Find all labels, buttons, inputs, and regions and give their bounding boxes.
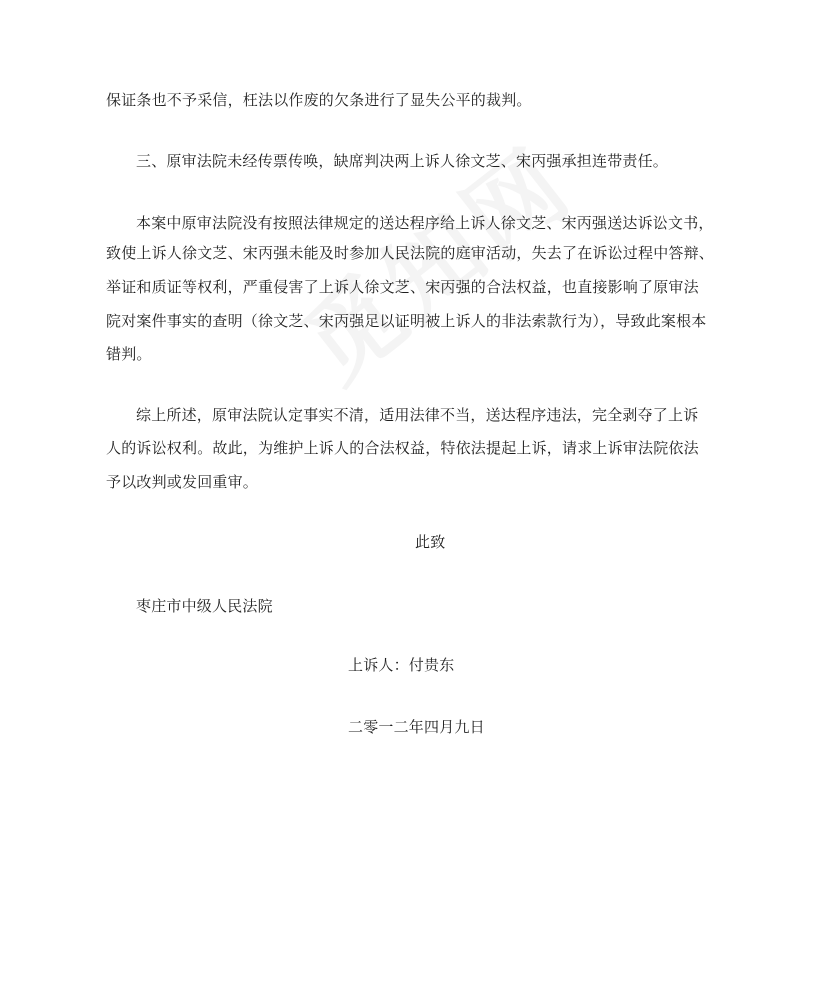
section-heading-three: 三、原审法院未经传票传唤，缺席判决两上诉人徐文芝、宋丙强承担连带责任。 [136,152,669,170]
paragraph-line: 综上所述，原审法院认定事实不清，适用法律不当，送达程序违法，完全剥夺了上诉 [136,406,699,424]
paragraph-line: 保证条也不予采信，枉法以作废的欠条进行了显失公平的裁判。 [106,91,532,109]
salutation: 此致 [415,533,446,551]
recipient-court: 枣庄市中级人民法院 [136,597,273,615]
paragraph-line: 本案中原审法院没有按照法律规定的送达程序给上诉人徐文芝、宋丙强送达诉讼文书， [136,214,714,232]
paragraph-line: 院对案件事实的查明（徐文芝、宋丙强足以证明被上诉人的非法索款行为），导致此案根本 [106,312,707,330]
paragraph-line: 错判。 [106,345,152,363]
appellant-signature: 上诉人：付贵东 [348,656,455,674]
document-date: 二零一二年四月九日 [348,718,485,736]
paragraph-line: 予以改判或发回重审。 [106,473,259,491]
paragraph-line: 致使上诉人徐文芝、宋丙强未能及时参加人民法院的庭审活动，失去了在诉讼过程中答辩、 [106,244,715,262]
paragraph-line: 举证和质证等权利，严重侵害了上诉人徐文芝、宋丙强的合法权益，也直接影响了原审法 [106,278,699,296]
paragraph-line: 人的诉讼权利。故此，为维护上诉人的合法权益，特依法提起上诉，请求上诉审法院依法 [106,439,699,457]
